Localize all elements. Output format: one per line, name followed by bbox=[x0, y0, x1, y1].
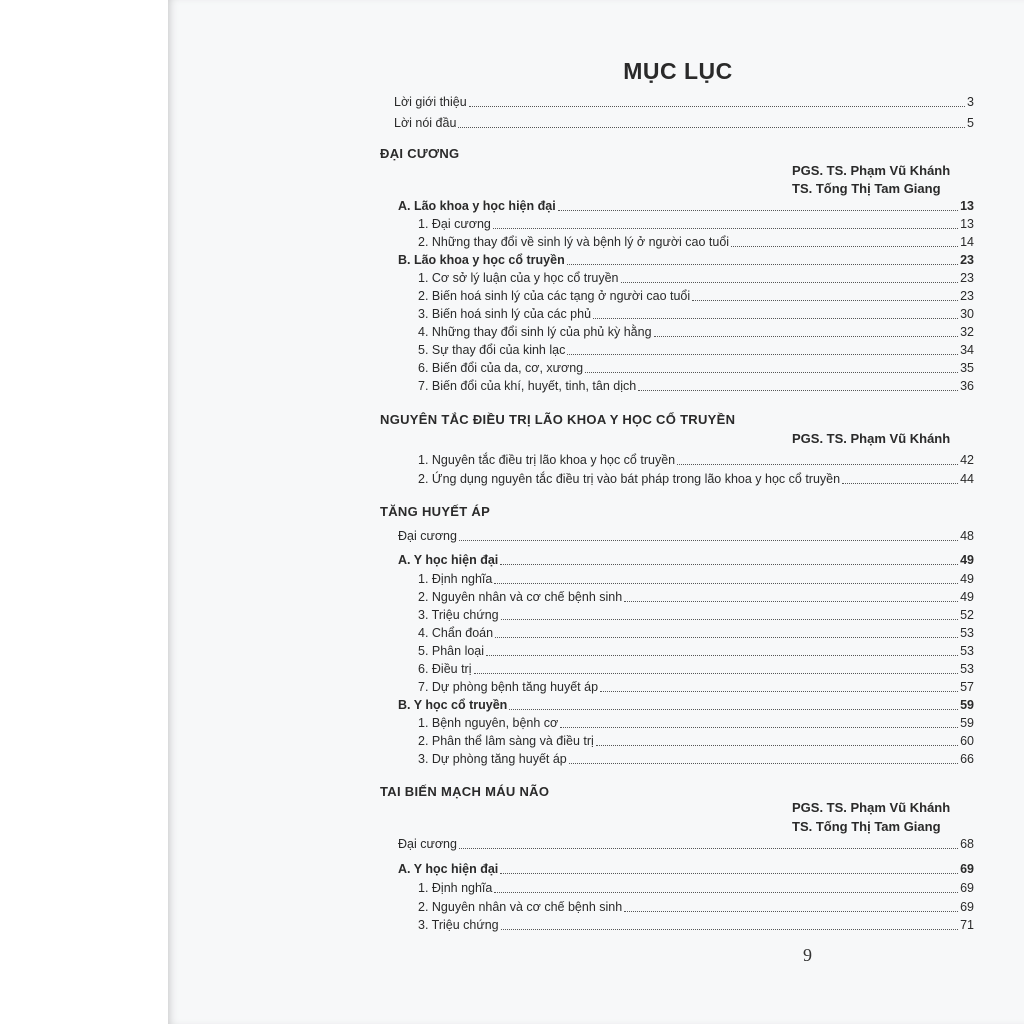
toc-entry-label: 1. Cơ sở lý luận của y học cổ truyền bbox=[418, 271, 619, 285]
toc-entry-page: 5 bbox=[967, 116, 974, 130]
toc-entry-label: 4. Chẩn đoán bbox=[418, 626, 494, 640]
section-heading: ĐẠI CƯƠNG bbox=[380, 146, 460, 161]
dot-leader bbox=[621, 281, 959, 283]
dot-leader bbox=[500, 872, 958, 874]
toc-entry-page: 59 bbox=[960, 698, 974, 712]
toc-entry bbox=[418, 623, 974, 641]
toc-entry-label: A. Y học hiện đại bbox=[398, 862, 499, 876]
toc-entry bbox=[418, 731, 974, 749]
dot-leader bbox=[494, 891, 958, 893]
toc-entry-page: 52 bbox=[960, 608, 974, 622]
toc-entry-label: A. Lão khoa y học hiện đại bbox=[398, 199, 556, 213]
dot-leader bbox=[493, 227, 958, 229]
toc-entry-label: 1. Định nghĩa bbox=[418, 881, 493, 895]
toc-entry-page: 48 bbox=[960, 529, 974, 543]
toc-entry-label: 4. Những thay đổi sinh lý của phủ kỳ hằng bbox=[418, 325, 652, 339]
section-heading: NGUYÊN TẮC ĐIỀU TRỊ LÃO KHOA Y HỌC CỔ TRUYỀN bbox=[380, 412, 736, 427]
toc-entry bbox=[398, 250, 974, 268]
dot-leader bbox=[567, 263, 958, 265]
toc-entry-page: 32 bbox=[960, 325, 974, 339]
dot-leader bbox=[731, 245, 958, 247]
dot-leader bbox=[624, 910, 958, 912]
toc-entry-page: 69 bbox=[960, 862, 974, 876]
page-title: MỤC LỤC bbox=[623, 58, 733, 84]
dot-leader bbox=[560, 726, 958, 728]
toc-entry-label: 3. Triệu chứng bbox=[418, 608, 499, 622]
book-page bbox=[168, 0, 1024, 1024]
section-author: TS. Tống Thị Tam Giang bbox=[792, 181, 941, 196]
dot-leader bbox=[567, 353, 958, 355]
toc-entry bbox=[418, 659, 974, 677]
toc-entry-label: 7. Biến đổi của khí, huyết, tinh, tân dịch bbox=[418, 379, 637, 393]
toc-entry bbox=[398, 859, 974, 877]
dot-leader bbox=[600, 690, 958, 692]
dot-leader bbox=[494, 582, 958, 584]
toc-entry-label: 5. Sự thay đổi của kinh lạc bbox=[418, 343, 566, 357]
dot-leader bbox=[509, 708, 958, 710]
section-author: PGS. TS. Phạm Vũ Khánh bbox=[792, 800, 951, 815]
toc-entry-label: 1. Bệnh nguyên, bệnh cơ bbox=[418, 716, 559, 730]
toc-entry bbox=[418, 587, 974, 605]
dot-leader bbox=[596, 744, 958, 746]
toc-entry-page: 34 bbox=[960, 343, 974, 357]
dot-leader bbox=[569, 762, 958, 764]
toc-entry-page: 53 bbox=[960, 662, 974, 676]
toc-entry-page: 71 bbox=[960, 918, 974, 932]
toc-entry-label: B. Y học cổ truyền bbox=[398, 698, 508, 712]
toc-entry-label: 2. Những thay đổi về sinh lý và bệnh lý ở người cao tuổi bbox=[418, 235, 730, 249]
toc-entry-page: 36 bbox=[960, 379, 974, 393]
toc-entry-label: 3. Dự phòng tăng huyết áp bbox=[418, 752, 567, 766]
toc-entry-page: 23 bbox=[960, 253, 974, 267]
dot-leader bbox=[585, 371, 958, 373]
toc-entry-page: 59 bbox=[960, 716, 974, 730]
section-heading: TAI BIẾN MẠCH MÁU NÃO bbox=[380, 784, 550, 799]
dot-leader bbox=[624, 600, 958, 602]
dot-leader bbox=[654, 335, 959, 337]
toc-entry-page: 49 bbox=[960, 572, 974, 586]
toc-entry-label: 2. Ứng dụng nguyên tắc điều trị vào bát pháp trong lão khoa y học cổ truyền bbox=[418, 472, 841, 486]
toc-entry-page: 44 bbox=[960, 472, 974, 486]
dot-leader bbox=[501, 618, 958, 620]
toc-entry-page: 49 bbox=[960, 553, 974, 567]
toc-entry bbox=[418, 268, 974, 286]
toc-entry bbox=[418, 304, 974, 322]
page-number: 9 bbox=[803, 945, 812, 965]
dot-leader bbox=[459, 539, 958, 541]
toc-entry-label: 7. Dự phòng bệnh tăng huyết áp bbox=[418, 680, 599, 694]
toc-entry-page: 42 bbox=[960, 453, 974, 467]
dot-leader bbox=[842, 482, 958, 484]
toc-entry bbox=[418, 915, 974, 933]
toc-entry bbox=[394, 113, 974, 131]
toc-entry bbox=[418, 878, 974, 896]
toc-entry bbox=[398, 550, 974, 568]
toc-entry bbox=[418, 677, 974, 695]
toc-entry-page: 66 bbox=[960, 752, 974, 766]
toc-entry bbox=[418, 713, 974, 731]
toc-entry-label: 1. Nguyên tắc điều trị lão khoa y học cổ truyền bbox=[418, 453, 676, 467]
toc-entry-label: 6. Điều trị bbox=[418, 662, 472, 676]
toc-entry-page: 35 bbox=[960, 361, 974, 375]
toc-entry bbox=[418, 749, 974, 767]
toc-entry-page: 14 bbox=[960, 235, 974, 249]
toc-entry bbox=[418, 569, 974, 587]
toc-entry bbox=[418, 286, 974, 304]
dot-leader bbox=[638, 389, 958, 391]
toc-entry-label: Lời giới thiệu bbox=[394, 95, 467, 109]
toc-entry-page: 13 bbox=[960, 217, 974, 231]
toc-entry-label: 3. Triệu chứng bbox=[418, 918, 499, 932]
toc-entry-label: Đại cương bbox=[398, 837, 457, 851]
toc-entry-page: 49 bbox=[960, 590, 974, 604]
toc-entry-label: Đại cương bbox=[398, 529, 457, 543]
toc-entry-page: 53 bbox=[960, 626, 974, 640]
toc-entry bbox=[398, 695, 974, 713]
toc-entry-label: 2. Phân thể lâm sàng và điều trị bbox=[418, 734, 594, 748]
toc-entry bbox=[418, 232, 974, 250]
toc-entry-page: 23 bbox=[960, 289, 974, 303]
toc-entry bbox=[418, 641, 974, 659]
toc-entry-label: 2. Nguyên nhân và cơ chế bệnh sinh bbox=[418, 900, 623, 914]
section-author: PGS. TS. Phạm Vũ Khánh bbox=[792, 163, 951, 178]
dot-leader bbox=[558, 209, 958, 211]
toc-entry-label: 1. Định nghĩa bbox=[418, 572, 493, 586]
dot-leader bbox=[474, 672, 959, 674]
dot-leader bbox=[486, 654, 958, 656]
toc-entry-label: 6. Biến đổi của da, cơ, xương bbox=[418, 361, 584, 375]
dot-leader bbox=[501, 928, 958, 930]
dot-leader bbox=[458, 126, 965, 128]
dot-leader bbox=[677, 463, 958, 465]
toc-entry-page: 57 bbox=[960, 680, 974, 694]
toc-entry-label: 2. Biến hoá sinh lý của các tạng ở người cao tuổi bbox=[418, 289, 691, 303]
toc-entry bbox=[398, 526, 974, 544]
toc-entry-page: 30 bbox=[960, 307, 974, 321]
toc-entry bbox=[418, 897, 974, 915]
toc-entry bbox=[418, 340, 974, 358]
section-heading: TĂNG HUYẾT ÁP bbox=[380, 504, 491, 519]
dot-leader bbox=[495, 636, 958, 638]
section-author: PGS. TS. Phạm Vũ Khánh bbox=[792, 431, 951, 446]
toc-entry-page: 68 bbox=[960, 837, 974, 851]
toc-entry bbox=[398, 834, 974, 852]
toc-entry bbox=[418, 376, 974, 394]
toc-entry-label: 3. Biến hoá sinh lý của các phủ bbox=[418, 307, 592, 321]
dot-leader bbox=[593, 317, 958, 319]
section-author: TS. Tống Thị Tam Giang bbox=[792, 819, 941, 834]
toc-entry-label: A. Y học hiện đại bbox=[398, 553, 499, 567]
toc-entry bbox=[418, 469, 974, 487]
dot-leader bbox=[500, 563, 958, 565]
dot-leader bbox=[459, 847, 958, 849]
toc-entry bbox=[394, 92, 974, 110]
toc-entry-page: 13 bbox=[960, 199, 974, 213]
toc-entry bbox=[418, 605, 974, 623]
toc-entry-page: 69 bbox=[960, 900, 974, 914]
toc-entry-page: 60 bbox=[960, 734, 974, 748]
table-of-contents bbox=[378, 0, 978, 1024]
dot-leader bbox=[469, 105, 965, 107]
toc-entry-label: Lời nói đầu bbox=[394, 116, 457, 130]
toc-entry-label: B. Lão khoa y học cổ truyền bbox=[398, 253, 565, 267]
toc-entry-page: 3 bbox=[967, 95, 974, 109]
toc-entry bbox=[398, 196, 974, 214]
toc-entry-label: 5. Phân loại bbox=[418, 644, 485, 658]
toc-entry-page: 23 bbox=[960, 271, 974, 285]
toc-entry bbox=[418, 450, 974, 468]
dot-leader bbox=[692, 299, 958, 301]
toc-entry-page: 53 bbox=[960, 644, 974, 658]
toc-entry-label: 2. Nguyên nhân và cơ chế bệnh sinh bbox=[418, 590, 623, 604]
toc-entry-page: 69 bbox=[960, 881, 974, 895]
toc-entry bbox=[418, 322, 974, 340]
toc-entry bbox=[418, 358, 974, 376]
toc-entry bbox=[418, 214, 974, 232]
toc-entry-label: 1. Đại cương bbox=[418, 217, 491, 231]
